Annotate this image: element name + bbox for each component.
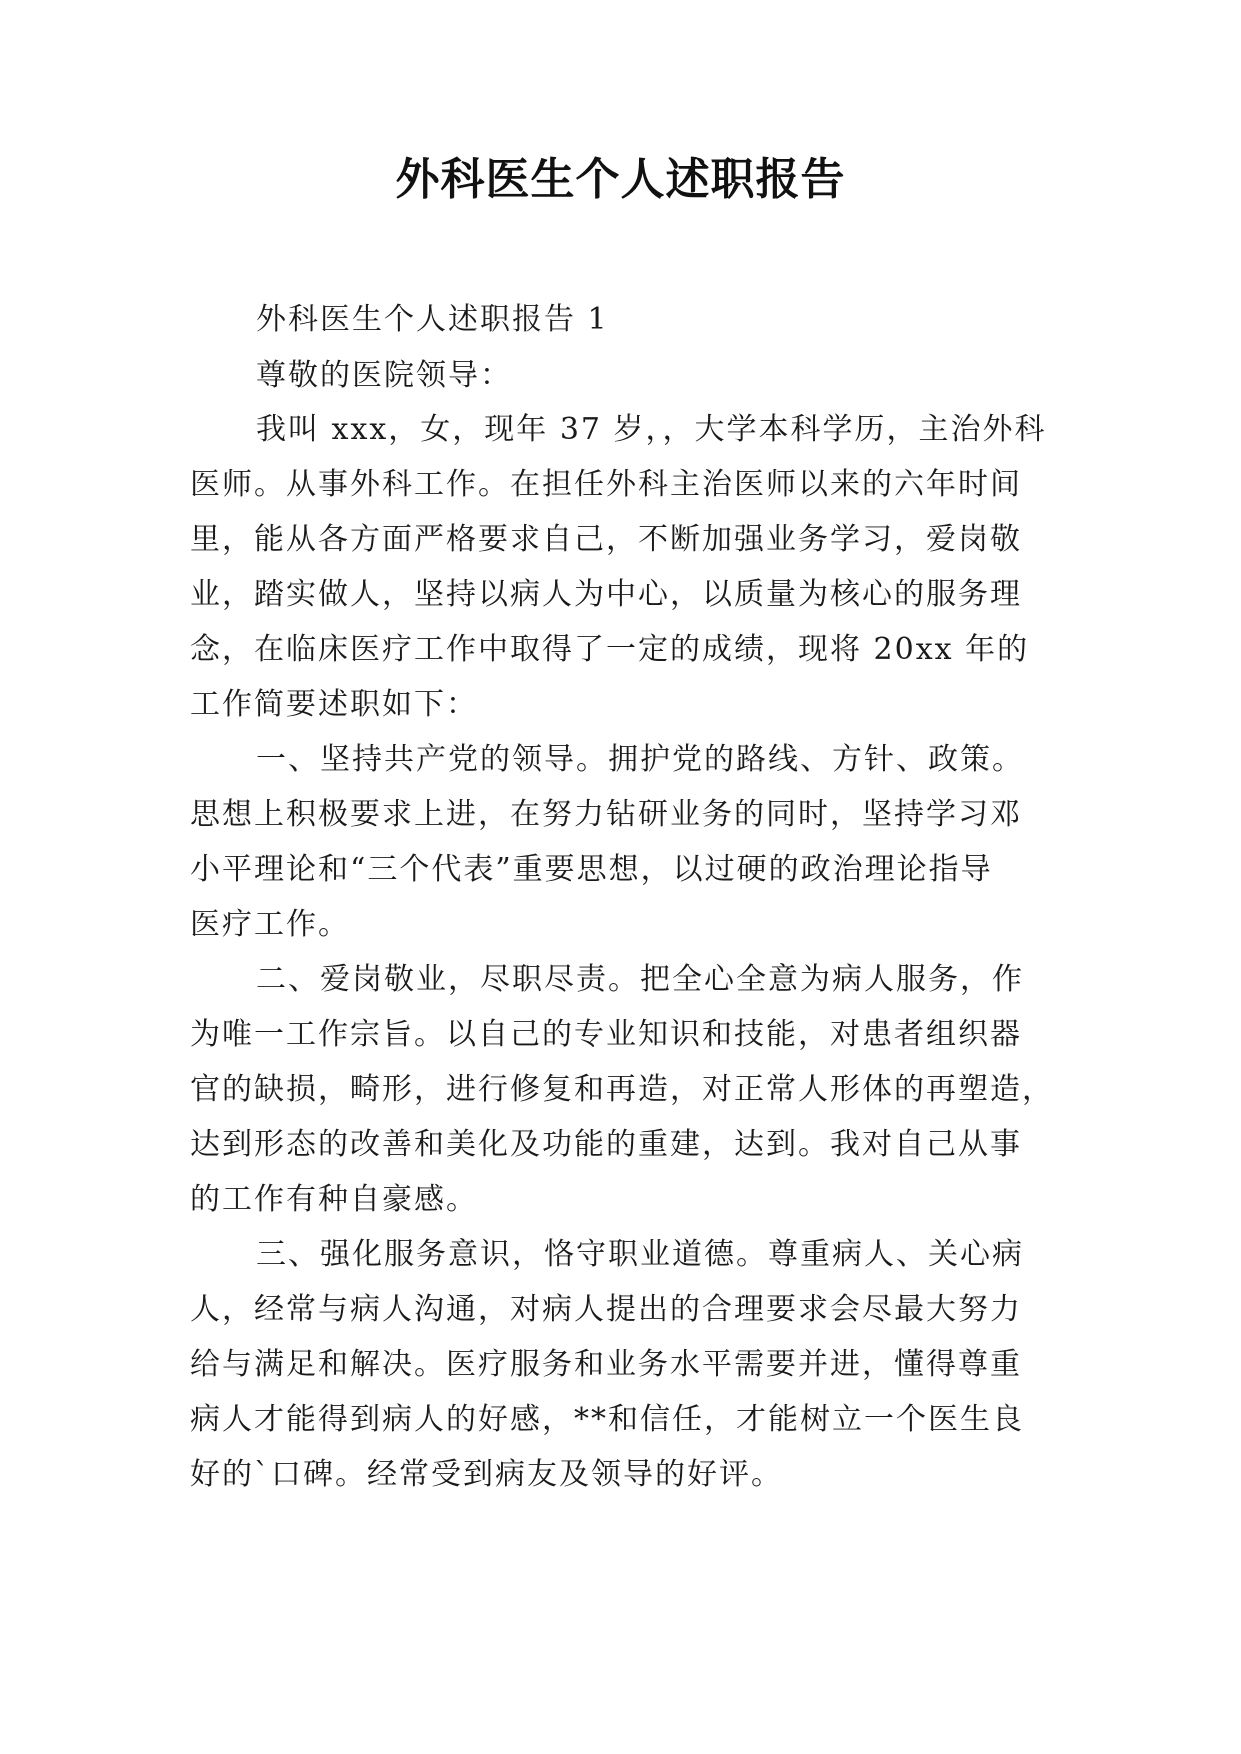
- paragraph-line: 思想上积极要求上进，在努力钻研业务的同时，坚持学习邓: [190, 797, 1022, 832]
- paragraph-line: 医疗工作。: [190, 907, 350, 942]
- paragraph-line: 病人才能得到病人的好感，**和信任，才能树立一个医生良: [190, 1402, 1024, 1437]
- paragraph-line: 的工作有种自豪感。: [190, 1182, 478, 1217]
- paragraph-line: 好的`口碑。经常受到病友及领导的好评。: [190, 1457, 783, 1492]
- paragraph-line: 三、强化服务意识，恪守职业道德。尊重病人、关心病: [256, 1237, 1024, 1272]
- paragraph-line: 我叫 xxx，女，现年 37 岁，，大学本科学历，主治外科: [256, 412, 1047, 447]
- subtitle-line: 外科医生个人述职报告 1: [256, 302, 609, 337]
- paragraph-line: 里，能从各方面严格要求自己，不断加强业务学习，爱岗敬: [190, 522, 1022, 557]
- paragraph-line: 念，在临床医疗工作中取得了一定的成绩，现将 20xx 年的: [190, 632, 1030, 667]
- paragraph-line: 医师。从事外科工作。在担任外科主治医师以来的六年时间: [190, 467, 1022, 502]
- paragraph-line: 给与满足和解决。医疗服务和业务水平需要并进，懂得尊重: [190, 1347, 1022, 1382]
- paragraph-line: 业，踏实做人，坚持以病人为中心，以质量为核心的服务理: [190, 577, 1022, 612]
- paragraph-line: 官的缺损，畸形，进行修复和再造，对正常人形体的再塑造，: [190, 1072, 1054, 1107]
- salutation-line: 尊敬的医院领导：: [256, 358, 512, 393]
- paragraph-line: 达到形态的改善和美化及功能的重建，达到。我对自己从事: [190, 1127, 1022, 1162]
- paragraph-line: 为唯一工作宗旨。以自己的专业知识和技能，对患者组织器: [190, 1017, 1022, 1052]
- paragraph-line: 一、坚持共产党的领导。拥护党的路线、方针、政策。: [256, 742, 1024, 777]
- paragraph-line: 二、爱岗敬业，尽职尽责。把全心全意为病人服务，作: [256, 962, 1024, 997]
- paragraph-line: 小平理论和“三个代表”重要思想，以过硬的政治理论指导: [190, 852, 993, 887]
- document-title: 外科医生个人述职报告: [395, 154, 846, 205]
- paragraph-line: 人，经常与病人沟通，对病人提出的合理要求会尽最大努力: [190, 1292, 1022, 1327]
- paragraph-line: 工作简要述职如下：: [190, 687, 478, 722]
